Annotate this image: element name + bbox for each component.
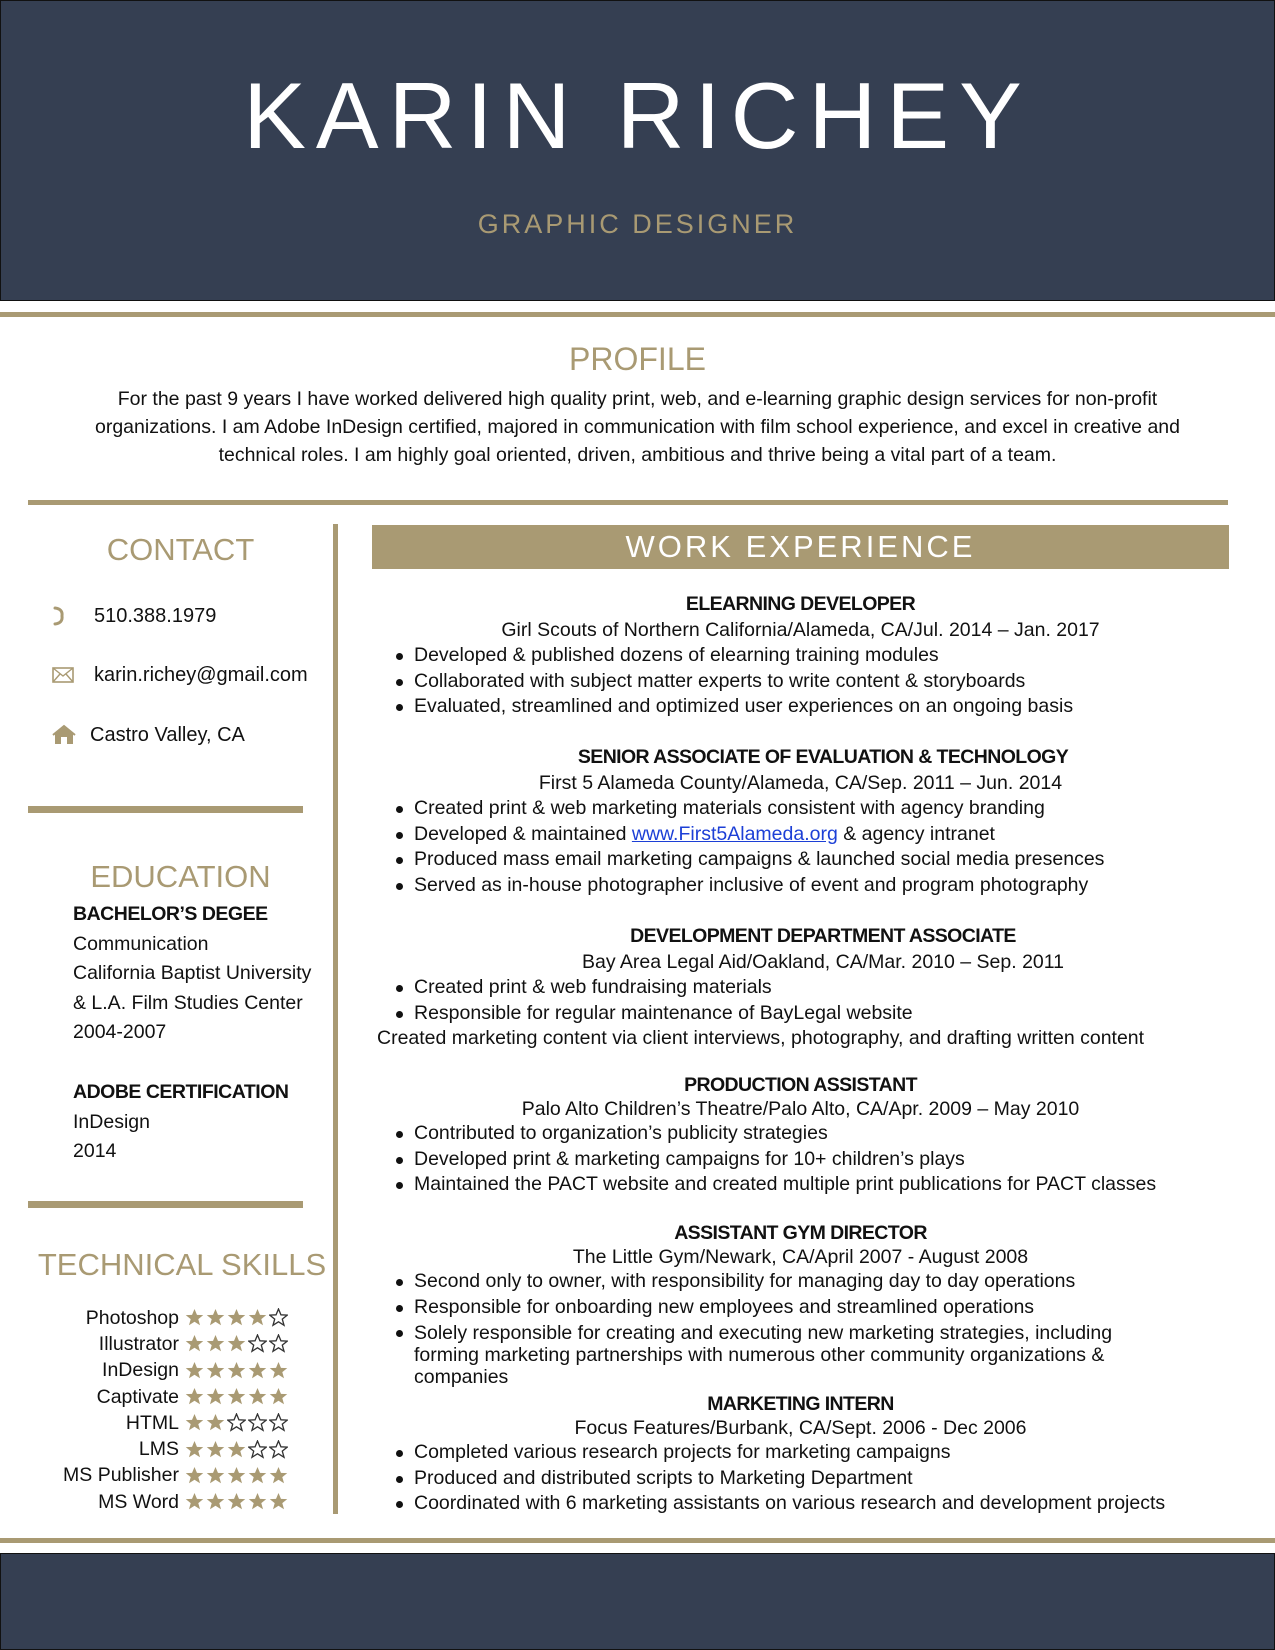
job-title: SENIOR ASSOCIATE OF EVALUATION & TECHNOLOGY <box>577 746 1069 768</box>
footer-banner <box>0 1553 1275 1650</box>
job-bullet: Responsible for regular maintenance of BayLegal website <box>414 1001 1229 1027</box>
skill-label: Photoshop <box>85 1306 179 1329</box>
job-org: Focus Features/Burbank, CA/Sept. 2006 - Dec 2006 <box>574 1417 1027 1439</box>
skill-label: MS Publisher <box>63 1464 179 1487</box>
skill-row <box>30 1410 290 1436</box>
education-divider <box>28 1201 303 1208</box>
skill-row <box>30 1331 290 1357</box>
header-banner <box>0 0 1275 301</box>
skill-rating <box>185 1492 290 1512</box>
job-title: GRAPHIC DESIGNER <box>477 209 798 239</box>
job-bullet: Served as in-house photographer inclusive of event and program photography <box>414 873 1229 899</box>
skill-row <box>30 1463 290 1489</box>
bullet-text: & agency intranet <box>837 822 995 845</box>
location-text: Castro Valley, CA <box>90 723 245 746</box>
skill-label: InDesign <box>102 1359 179 1382</box>
job-title: MARKETING INTERN <box>707 1393 894 1415</box>
phone-icon <box>52 605 80 627</box>
star-empty-icon <box>269 1413 290 1433</box>
star-empty-icon <box>248 1440 269 1460</box>
profile-summary: For the past 9 years I have worked delivered high quality print, web, and e-learning graphic design services for non-profit organizations. I am Adobe InDesign certified, majored in communication with film school experience, and excel in creative and technical roles. I am highly goal oriented, driven, ambitious and thrive being a vital part of a team. <box>95 388 1180 466</box>
star-filled-icon <box>227 1308 248 1328</box>
job-org: Girl Scouts of Northern California/Alameda, CA/Jul. 2014 – Jan. 2017 <box>501 619 1100 641</box>
job-bullet: Second only to owner, with responsibility for managing day to day operations <box>414 1269 1229 1295</box>
star-empty-icon <box>269 1308 290 1328</box>
degree-title: BACHELOR’S DEGEE <box>73 903 268 925</box>
job-bullet: Completed various research projects for marketing campaigns <box>414 1440 1229 1466</box>
job-bullet: Developed print & marketing campaigns for 10+ children’s plays <box>414 1147 1229 1173</box>
job-entry <box>372 923 1229 1050</box>
skill-row <box>30 1384 290 1410</box>
star-filled-icon <box>269 1492 290 1512</box>
skill-row <box>30 1305 290 1331</box>
star-filled-icon <box>269 1361 290 1381</box>
contact-location <box>52 720 245 750</box>
skill-rating <box>185 1361 290 1381</box>
skill-row <box>30 1358 290 1384</box>
star-filled-icon <box>206 1466 227 1486</box>
bullet-text: Developed & maintained <box>414 822 632 845</box>
candidate-name: KARIN RICHEY <box>243 63 1032 168</box>
skill-rating <box>185 1466 290 1486</box>
star-filled-icon <box>227 1466 248 1486</box>
work-experience-heading: WORK EXPERIENCE <box>372 525 1229 569</box>
star-filled-icon <box>248 1466 269 1486</box>
job-bullet: Maintained the PACT website and created multiple print publications for PACT classes <box>414 1172 1229 1198</box>
star-filled-icon <box>227 1334 248 1354</box>
star-filled-icon <box>185 1361 206 1381</box>
skill-rating <box>185 1440 290 1460</box>
job-bullet: Created print & web marketing materials consistent with agency branding <box>414 796 1229 822</box>
contact-email <box>52 660 308 690</box>
house-icon <box>52 724 80 746</box>
skills-list <box>30 1305 290 1515</box>
profile-divider <box>28 500 1228 505</box>
education-item <box>73 900 311 1048</box>
degree-detail: & L.A. Film Studies Center <box>73 991 303 1014</box>
star-filled-icon <box>185 1334 206 1354</box>
job-bullet: Produced mass email marketing campaigns & launched social media presences <box>414 847 1229 873</box>
star-empty-icon <box>248 1413 269 1433</box>
job-entry <box>372 591 1229 720</box>
star-filled-icon <box>185 1387 206 1407</box>
job-bullet: Coordinated with 6 marketing assistants on various research and development projects <box>414 1491 1229 1517</box>
footer-divider <box>0 1538 1275 1543</box>
degree-detail: Communication <box>73 932 209 955</box>
job-title: PRODUCTION ASSISTANT <box>684 1074 917 1096</box>
star-filled-icon <box>206 1387 227 1407</box>
job-bullet: Produced and distributed scripts to Marketing Department <box>414 1466 1229 1492</box>
job-entry <box>372 1391 1229 1517</box>
star-filled-icon <box>227 1387 248 1407</box>
star-filled-icon <box>227 1440 248 1460</box>
star-filled-icon <box>185 1308 206 1328</box>
email-address[interactable]: karin.richey@gmail.com <box>94 663 308 686</box>
job-bullet <box>414 822 1229 848</box>
skill-rating <box>185 1413 290 1433</box>
column-divider <box>333 524 338 1514</box>
skill-rating <box>185 1334 290 1354</box>
skill-label: Captivate <box>96 1385 179 1408</box>
star-filled-icon <box>206 1361 227 1381</box>
job-bullet: Created print & web fundraising materials <box>414 975 1229 1001</box>
star-filled-icon <box>206 1492 227 1512</box>
star-filled-icon <box>206 1440 227 1460</box>
degree-detail: 2004-2007 <box>73 1021 167 1043</box>
education-heading: EDUCATION <box>90 859 271 894</box>
skill-label: Illustrator <box>98 1332 179 1355</box>
job-org: First 5 Alameda County/Alameda, CA/Sep. 2011 – Jun. 2014 <box>538 772 1063 794</box>
star-filled-icon <box>185 1440 206 1460</box>
website-link[interactable]: www.First5Alameda.org <box>631 822 838 845</box>
job-title: ASSISTANT GYM DIRECTOR <box>674 1222 927 1244</box>
contact-divider <box>28 806 303 813</box>
star-filled-icon <box>206 1413 227 1433</box>
job-bullet: Solely responsible for creating and executing new marketing strategies, including forming marketing partnerships with numerous other community organizations & companies <box>414 1320 1229 1390</box>
job-bullet: Responsible for onboarding new employees and streamlined operations <box>414 1295 1229 1321</box>
star-filled-icon <box>185 1413 206 1433</box>
skill-label: MS Word <box>98 1490 179 1513</box>
skill-rating <box>185 1387 290 1407</box>
job-entry <box>372 1220 1229 1390</box>
star-filled-icon <box>227 1361 248 1381</box>
job-bullet: Developed & published dozens of elearning training modules <box>414 643 1229 669</box>
education-item <box>73 1078 288 1167</box>
skill-label: HTML <box>125 1411 179 1434</box>
job-org: The Little Gym/Newark, CA/April 2007 - August 2008 <box>572 1246 1029 1268</box>
job-bullet: Collaborated with subject matter experts to write content & storyboards <box>414 669 1229 695</box>
skill-row <box>30 1489 290 1515</box>
job-bullet: Contributed to organization’s publicity strategies <box>414 1121 1229 1147</box>
star-empty-icon <box>227 1413 248 1433</box>
job-bullet: Evaluated, streamlined and optimized user experiences on an ongoing basis <box>414 694 1229 720</box>
star-filled-icon <box>185 1492 206 1512</box>
skill-rating <box>185 1308 290 1328</box>
star-filled-icon <box>206 1308 227 1328</box>
star-filled-icon <box>248 1387 269 1407</box>
job-org: Bay Area Legal Aid/Oakland, CA/Mar. 2010 – Sep. 2011 <box>581 951 1065 973</box>
job-title: DEVELOPMENT DEPARTMENT ASSOCIATE <box>630 925 1016 947</box>
skill-row <box>30 1436 290 1462</box>
envelope-icon <box>52 667 80 683</box>
job-note: Created marketing content via client interviews, photography, and drafting written content <box>377 1027 1145 1049</box>
skills-heading: TECHNICAL SKILLS <box>37 1247 327 1282</box>
star-filled-icon <box>185 1466 206 1486</box>
phone-number[interactable]: 510.388.1979 <box>94 604 217 627</box>
contact-phone <box>52 601 216 631</box>
job-entry <box>372 744 1229 898</box>
certification-detail: 2014 <box>73 1140 117 1162</box>
star-empty-icon <box>248 1334 269 1354</box>
certification-detail: InDesign <box>73 1110 150 1133</box>
star-filled-icon <box>248 1308 269 1328</box>
star-empty-icon <box>269 1440 290 1460</box>
star-filled-icon <box>269 1387 290 1407</box>
star-filled-icon <box>227 1492 248 1512</box>
degree-detail: California Baptist University <box>73 962 312 984</box>
star-filled-icon <box>248 1361 269 1381</box>
job-title: ELEARNING DEVELOPER <box>685 593 916 615</box>
header-divider <box>0 312 1275 317</box>
star-filled-icon <box>248 1492 269 1512</box>
star-filled-icon <box>206 1334 227 1354</box>
job-entry <box>372 1072 1229 1198</box>
star-filled-icon <box>269 1466 290 1486</box>
certification-title: ADOBE CERTIFICATION <box>73 1081 289 1103</box>
star-empty-icon <box>269 1334 290 1354</box>
profile-heading: PROFILE <box>569 341 706 377</box>
job-org: Palo Alto Children’s Theatre/Palo Alto, CA/Apr. 2009 – May 2010 <box>521 1098 1080 1120</box>
contact-heading: CONTACT <box>106 532 255 567</box>
skill-label: LMS <box>138 1438 179 1461</box>
